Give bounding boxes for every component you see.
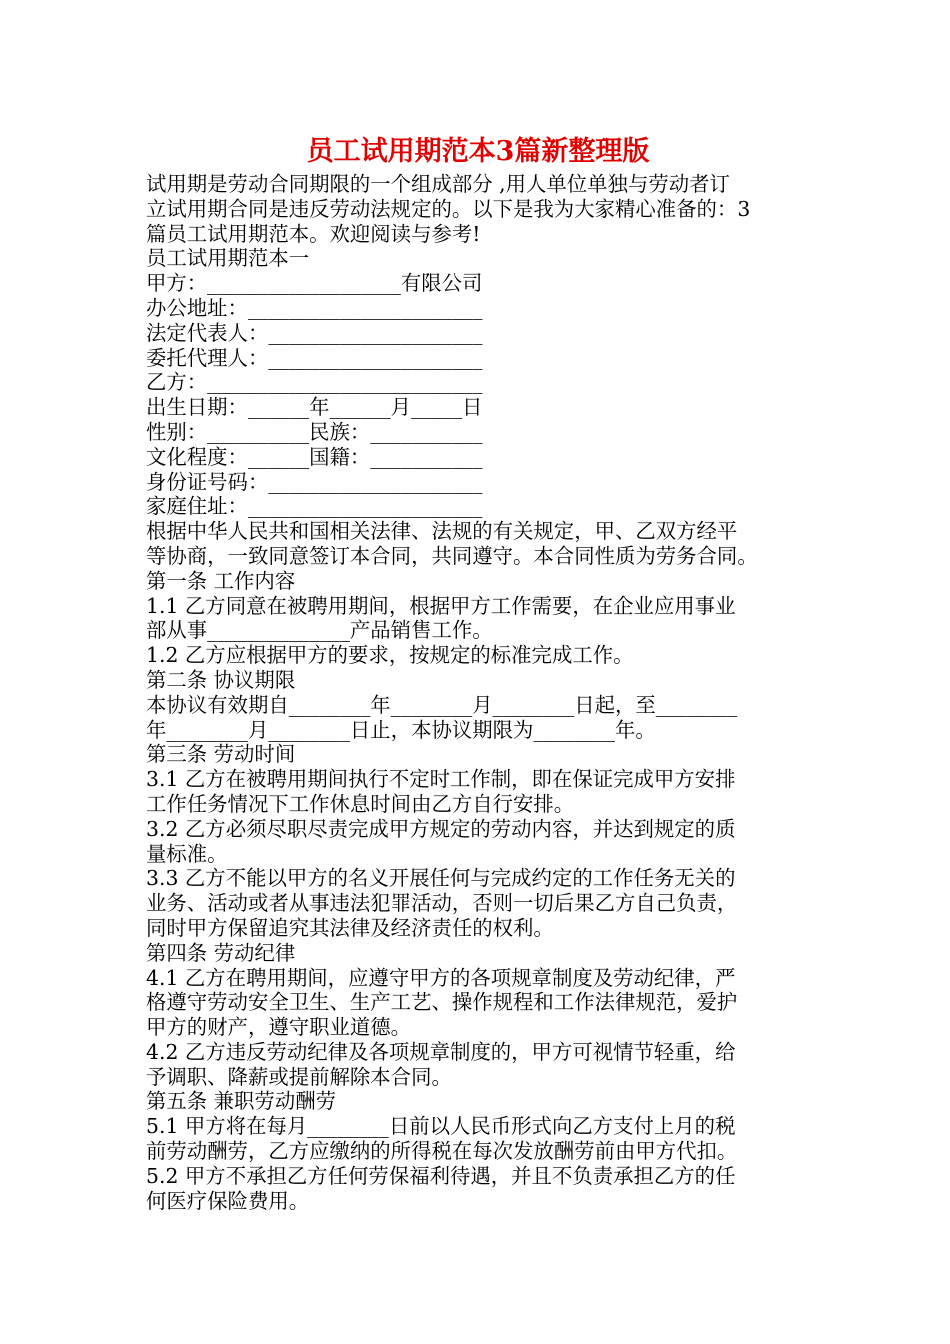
body-line: 第四条 劳动纪律: [146, 940, 296, 965]
body-line: 第三条 劳动时间: [146, 742, 296, 767]
body-line: 等协商，一致同意签订本合同，共同遵守。本合同性质为劳务合同。: [146, 543, 758, 568]
body-line: 篇员工试用期范本。欢迎阅读与参考!: [146, 221, 481, 246]
document-title: 员工试用期范本3篇新整理版: [306, 136, 650, 167]
body-line: 量标准。: [146, 841, 228, 866]
body-line: 立试用期合同是违反劳动法规定的。以下是我为大家精心准备的：3: [146, 196, 751, 221]
body-line: 身份证号码：_____________________: [146, 469, 483, 494]
body-line: 员工试用期范本一: [146, 246, 310, 271]
body-line: 3.2 乙方必须尽职尽责完成甲方规定的劳动内容，并达到规定的质: [146, 816, 736, 841]
body-line: 委托代理人：_____________________: [146, 345, 483, 370]
body-line: 5.1 甲方将在每月________日前以人民币形式向乙方支付上月的税: [146, 1114, 736, 1139]
body-line: 前劳动酬劳，乙方应缴纳的所得税在每次发放酬劳前由甲方代扣。: [146, 1139, 738, 1164]
body-line: 格遵守劳动安全卫生、生产工艺、操作规程和工作法律规范，爱护: [146, 990, 738, 1015]
body-line: 甲方：___________________有限公司: [146, 271, 483, 296]
body-line: 3.3 乙方不能以甲方的名义开展任何与完成约定的工作任务无关的: [146, 866, 736, 891]
body-line: 根据中华人民共和国相关法律、法规的有关规定，甲、乙双方经平: [146, 519, 738, 544]
body-line: 业务、活动或者从事违法犯罪活动，否则一切后果乙方自己负责，: [146, 891, 738, 916]
body-line: 第一条 工作内容: [146, 568, 296, 593]
document-body: [146, 172, 810, 1213]
body-line: 试用期是劳动合同期限的一个组成部分 ,用人单位单独与劳动者订: [146, 172, 730, 196]
body-line: 何医疗保险费用。: [146, 1188, 310, 1213]
body-line: 出生日期：______年______月_____日: [146, 395, 483, 420]
body-line: 第五条 兼职劳动酬劳: [146, 1089, 336, 1114]
body-line: 法定代表人：_____________________: [146, 320, 483, 345]
body-line: 4.2 乙方违反劳动纪律及各项规章制度的，甲方可视情节轻重，给: [146, 1039, 736, 1064]
body-line: 家庭住址：_______________________: [146, 494, 483, 519]
body-line: 文化程度：______国籍：___________: [146, 444, 483, 469]
body-line: 1.2 乙方应根据甲方的要求，按规定的标准完成工作。: [146, 643, 634, 668]
body-line: 本协议有效期自________年________月________日起，至________: [146, 692, 738, 717]
body-line: 同时甲方保留追究其法律及经济责任的权利。: [146, 915, 554, 940]
body-line: 年________月________日止，本协议期限为________年。: [146, 717, 656, 742]
body-line: 4.1 乙方在聘用期间，应遵守甲方的各项规章制度及劳动纪律，严: [146, 965, 736, 990]
body-line: 1.1 乙方同意在被聘用期间，根据甲方工作需要，在企业应用事业: [146, 593, 736, 618]
body-line: 部从事______________产品销售工作。: [146, 618, 493, 643]
body-line: 第二条 协议期限: [146, 667, 296, 692]
body-line: 性别：__________民族：___________: [146, 419, 483, 444]
body-line: 甲方的财产，遵守职业道德。: [146, 1015, 412, 1040]
document-page: [146, 132, 810, 1213]
body-line: 乙方：___________________________: [146, 370, 483, 395]
body-line: 工作任务情况下工作休息时间由乙方自行安排。: [146, 791, 575, 816]
body-line: 予调职、降薪或提前解除本合同。: [146, 1064, 452, 1089]
body-line: 5.2 甲方不承担乙方任何劳保福利待遇，并且不负责承担乙方的任: [146, 1163, 736, 1188]
body-line: 办公地址：_______________________: [146, 295, 483, 320]
body-line: 3.1 乙方在被聘用期间执行不定时工作制，即在保证完成甲方安排: [146, 767, 736, 792]
